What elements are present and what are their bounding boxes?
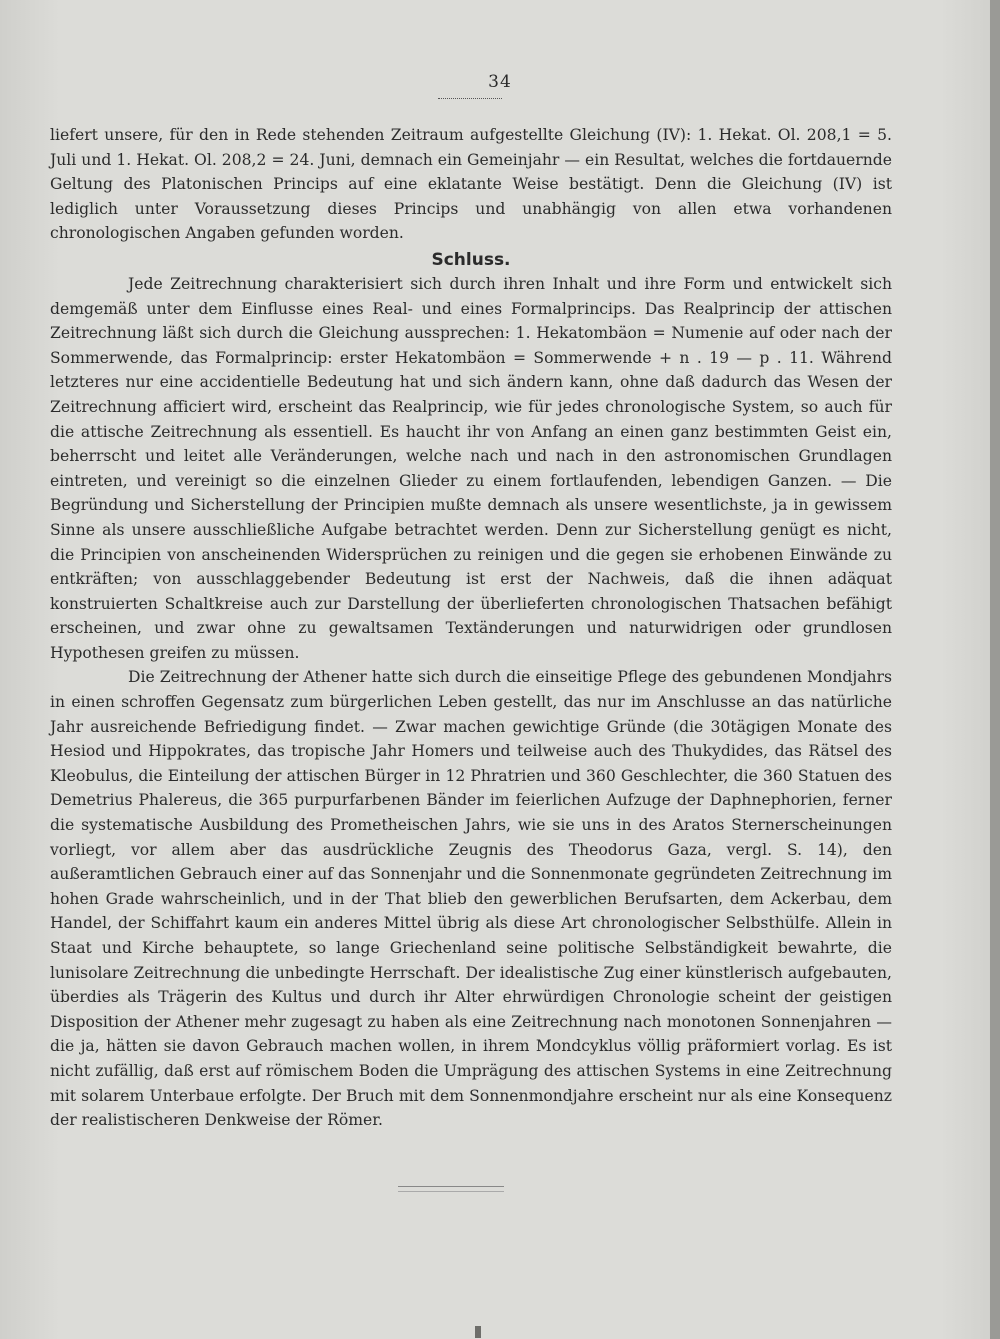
paragraph-1: Jede Zeitrechnung charakterisiert sich durch ihren Inhalt und ihre Form und entwickelt sich demgemäß unter dem Einflusse eines Real- und eines Formalprincips. Das Realprincip der attischen Zeitrechnung läßt sich durch die Gleichung aussprechen: 1. Hekatombäon = Numenie auf oder nach der Sommerwende, das Formalprincip: erster Hekatombäon = Sommerwende + n . 19 — p . 11. Während letzteres nur eine accidentielle Bedeutung hat und sich ändern kann, ohne daß dadurch das Wesen der Zeitrechnung afficiert wird, erscheint das Realprincip, wie für jedes chronologische System, so auch für die attische Zeitrechnung als essentiell. Es haucht ihr von Anfang an einen ganz bestimmten Geist ein, beherrscht und leitet alle Veränderungen, welche nach und nach in den astronomischen Grundlagen eintreten, und vereinigt so die einzelnen Glieder zu einem fortlaufenden, lebendigen Ganzen. — Die Begründung und Sicherstellung der Principien mußte demnach als unsere wesentlichste, ja in gewissem Sinne als unsere ausschließliche Aufgabe betrachtet werden. Denn zur Sicherstellung genügt es nicht, die Principien von anscheinenden Widersprüchen zu reinigen und die gegen sie erhobenen Einwände zu entkräften; von ausschlaggebender Bedeutung ist erst der Nachweis, daß die ihnen adäquat konstruierten Schaltkreise auch zur Darstellung der überlieferten chronologischen Thatsachen befähigt erscheinen, und zwar ohne zu gewaltsamen Textänderungen und naturwidrigen oder grundlosen Hypothesen greifen zu müssen.: [50, 274, 892, 662]
page-body: [50, 123, 892, 1133]
end-rule: [398, 1186, 504, 1192]
scan-speck: [475, 1326, 481, 1338]
page-edge-shadow: [990, 0, 1000, 1339]
section-heading: Schluss.: [431, 249, 511, 270]
intro-paragraph: liefert unsere, für den in Rede stehenden Zeitraum aufgestellte Gleichung (IV): 1. Hekat. Ol. 208,1 = 5. Juli und 1. Hekat. Ol. 208,2 = 24. Juni, demnach ein Gemeinjahr — ein Resultat, welches die fortdauernde Geltung des Platonischen Princips auf eine eklatante Weise bestätigt. Denn die Gleichung (IV) ist lediglich unter Voraussetzung dieses Princips und unabhängig von allen etwa vorhandenen chronologischen Angaben gefunden worden.: [50, 126, 892, 243]
page-number: 34: [488, 72, 512, 92]
paragraph-2: Die Zeitrechnung der Athener hatte sich durch die einseitige Pflege des gebundenen Mondjahrs in einen schroffen Gegensatz zum bürgerlichen Leben gestellt, das nur im Anschlusse an das natürliche Jahr ausreichende Befriedigung findet. — Zwar machen gewichtige Gründe (die 30tägigen Monate des Hesiod und Hippokrates, das tropische Jahr Homers und teilweise auch des Thukydides, das Rätsel des Kleobulus, die Einteilung der attischen Bürger in 12 Phratrien und 360 Geschlechter, die 360 Statuen des Demetrius Phalereus, die 365 purpurfarbenen Bänder im feierlichen Aufzuge der Daphnephorien, ferner die systematische Ausbildung des Prometheischen Jahrs, wie sie uns in des Aratos Sternerscheinungen vorliegt, vor allem aber das ausdrückliche Zeugnis des Theodorus Gaza, vergl. S. 14), den außeramtlichen Gebrauch einer auf das Sonnenjahr und die Sonnenmonate gegründeten Zeitrechnung im hohen Grade wahrscheinlich, und in der That blieb den gewerblichen Berufsarten, dem Ackerbau, dem Handel, der Schiffahrt kaum ein anderes Mittel übrig als diese Art chronologischer Selbsthülfe. Allein in Staat und Kirche behauptete, so lange Griechenland seine politische Selbständigkeit bewahrte, die lunisolare Zeitrechnung die unbedingte Herrschaft. Der idealistische Zug einer künstlerisch aufgebauten, überdies als Trägerin des Kultus und durch ihr Alter ehrwürdigen Chronologie scheint der geistigen Disposition der Athener mehr zugesagt zu haben als eine Zeitrechnung nach monotonen Sonnenjahren — die ja, hätten sie davon Gebrauch machen wollen, in ihrem Mondcyklus völlig präformiert vorlag. Es ist nicht zufällig, daß erst auf römischem Boden die Umprägung des attischen Systems in eine Zeitrechnung mit solarem Unterbaue erfolgte. Der Bruch mit dem Sonnenmondjahre erscheint nur als eine Konsequenz der realistischeren Denkweise der Römer.: [50, 668, 892, 1130]
page-number-ornament: [438, 98, 502, 102]
